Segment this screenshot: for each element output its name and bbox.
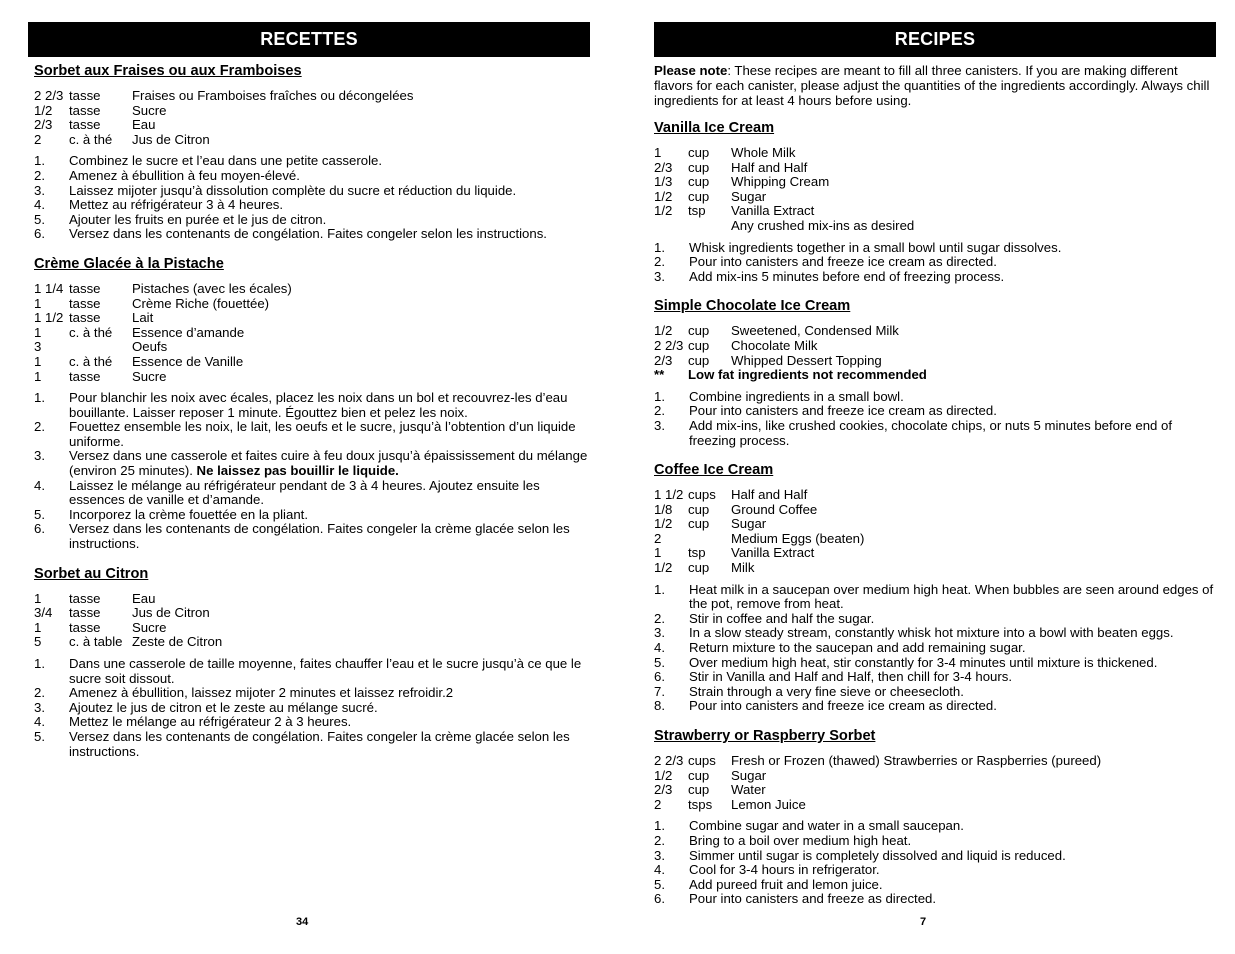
left-page [28,0,590,954]
recipe-title: Sorbet aux Fraises ou aux Framboises [34,63,302,79]
step-item: 5. Versez dans les contenants de congélation. Faites congeler la crème glacée selon les instructions. [34,730,590,759]
ingredient-qty: 1/2 [654,516,673,532]
ingredient-unit: tasse [69,295,101,311]
step-text: Pour into canisters and freeze as directed. [689,891,937,907]
ingredient-qty: 3 [34,339,42,355]
step-item: 5. Incorporez la crème fouettée en la pliant. [34,508,590,523]
recipe-title: Coffee Ice Cream [654,462,774,479]
warning-text: Low fat ingredients not recommended [688,367,927,383]
step-item: 4. Mettez le mélange au réfrigérateur 2 à 3 heures. [34,715,590,730]
right-content [654,63,1216,921]
ingredient-row [654,190,1216,205]
ingredient-list [34,89,590,147]
ingredient-row [34,89,590,104]
ingredient-name: Sucre [132,619,167,635]
step-text: Combine ingredients in a small bowl. [689,388,904,404]
step-list [654,583,1216,714]
step-item: 3. Laissez mijoter jusqu’à dissolution complète du sucre et réduction du liquide. [34,184,590,199]
page-number: 7 [920,916,927,928]
ingredient-qty: 1 [34,619,42,635]
ingredient-qty: 1/2 [654,203,673,219]
ingredient-unit: c. à thé [69,131,113,147]
step-item: 5. Add pureed fruit and lemon juice. [654,878,1216,893]
ingredient-row [654,161,1216,176]
page-number: 34 [296,916,309,928]
step-item: 2. Amenez à ébullition à feu moyen-élevé. [34,169,590,184]
right-page [654,0,1216,954]
ingredient-row [654,488,1216,503]
ingredient-qty: 1 [34,368,42,384]
ingredient-unit: tasse [69,605,101,621]
note-text: : These recipes are meant to fill all three canisters. If you are making different flavors for each canister, please adjust the quantities of the ingredients accordingly. Always chill ingredients for at least 4 hours before using. [654,63,1210,108]
note-label: Please note [654,63,728,78]
ingredient-unit: cups [688,487,716,503]
ingredient-row [654,561,1216,576]
step-text: Dans une casserole de taille moyenne, faites chauffer l’eau et le sucre jusqu’à ce que le sucre soit dissout. [69,656,582,686]
step-item: 3. Add mix-ins, like crushed cookies, chocolate chips, or nuts 5 minutes before end of freezing process. [654,419,1216,448]
ingredient-row [34,370,590,385]
recipe-title: Simple Chocolate Ice Cream [654,298,851,315]
ingredient-name: Whole Milk [731,145,796,160]
ingredient-row [654,503,1216,518]
step-item: 6. Versez dans les contenants de congélation. Faites congeler la crème glacée selon les instructions. [34,522,590,551]
ingredient-unit: cup [688,145,710,160]
step-item: 3. Simmer until sugar is completely dissolved and liquid is reduced. [654,849,1216,864]
step-item: 3. Add mix-ins 5 minutes before end of freezing process. [654,270,1216,285]
ingredient-row [34,104,590,119]
step-text: Stir in coffee and half the sugar. [689,610,875,626]
step-text: Combine sugar and water in a small saucepan. [689,818,964,834]
ingredient-name: Oeufs [132,339,168,355]
low-fat-warning [654,368,1216,383]
ingredient-list [34,282,590,384]
step-text: Mettez le mélange au réfrigérateur 2 à 3 heures. [69,714,352,730]
ingredient-row [34,133,590,148]
ingredient-unit: c. à table [69,634,123,650]
ingredient-list [654,488,1216,576]
ingredient-name: Jus de Citron [132,131,210,147]
step-text: Laissez mijoter jusqu’à dissolution complète du sucre et réduction du liquide. [69,182,517,198]
ingredient-qty: 2/3 [34,117,53,133]
step-item: 2. Stir in coffee and half the sugar. [654,612,1216,627]
ingredient-qty: 2 2/3 [654,337,684,353]
step-text: Pour into canisters and freeze ice cream as directed. [689,254,997,270]
warning-mark: ** [654,367,665,383]
ingredient-row [654,354,1216,369]
ingredient-row [654,798,1216,813]
step-item: 4. Return mixture to the saucepan and add remaining sugar. [654,641,1216,656]
ingredient-name: Vanilla Extract [731,203,815,219]
ingredient-row [34,118,590,133]
step-item: 1. Combine ingredients in a small bowl. [654,390,1216,405]
ingredient-qty: 1/2 [34,102,53,118]
ingredient-unit: cup [688,323,710,339]
step-text: Stir in Vanilla and Half and Half, then chill for 3-4 hours. [689,669,1013,685]
step-item: 6. Pour into canisters and freeze as directed. [654,892,1216,907]
ingredient-unit: tsp [688,545,706,561]
ingredient-unit: tasse [69,280,101,296]
step-text: Return mixture to the saucepan and add remaining sugar. [689,640,1026,656]
ingredient-qty: 2/3 [654,782,673,798]
ingredient-qty: 2 2/3 [34,88,64,103]
step-text: Mettez au réfrigérateur 3 à 4 heures. [69,197,284,213]
step-item: 1. Dans une casserole de taille moyenne, faites chauffer l’eau et le sucre jusqu’à ce que le sucre soit dissout. [34,657,590,686]
step-text: Incorporez la crème fouettée en la pliant. [69,506,308,522]
ingredient-name: Half and Half [731,159,808,175]
ingredient-row [654,754,1216,769]
step-text: Pour blanchir les noix avec écales, placez les noix dans un bol et recouvrez-les d’eau bouillante. Laisser reposer 1 minute. Égouttez bien et pelez les noix. [69,390,568,420]
step-text: Versez dans les contenants de congélation. Faites congeler la crème glacée selon les instructions. [69,521,570,552]
ingredient-unit: cup [688,560,710,576]
please-note [654,63,1216,108]
ingredient-row [34,326,590,341]
ingredient-row [654,324,1216,339]
step-text: Versez dans les contenants de congélation. Faites congeler la crème glacée selon les instructions. [69,728,570,759]
ingredient-list [654,324,1216,382]
ingredient-name: Ground Coffee [731,501,818,517]
step-item: 1. Pour blanchir les noix avec écales, placez les noix dans un bol et recouvrez-les d’eau bouillante. Laisser reposer 1 minute. Égouttez bien et pelez les noix. [34,391,590,420]
ingredient-row [654,783,1216,798]
ingredient-name: Eau [132,117,156,133]
step-text: In a slow steady stream, constantly whisk hot mixture into a bowl with beaten eggs. [689,625,1174,641]
step-item: 2. Amenez à ébullition, laissez mijoter 2 minutes et laissez refroidir.2 [34,686,590,701]
ingredient-row [34,621,590,636]
ingredient-unit: tasse [69,117,101,133]
ingredient-name: Essence d’amande [132,324,245,340]
ingredient-unit: cup [688,501,710,517]
step-item: 1. Combinez le sucre et l’eau dans une petite casserole. [34,154,590,169]
ingredient-unit: tasse [69,310,101,326]
step-item: 6. Versez dans les contenants de congélation. Faites congeler selon les instructions. [34,227,590,242]
step-text: Combinez le sucre et l’eau dans une petite casserole. [69,153,383,169]
ingredient-row [34,311,590,326]
ingredient-unit: cup [688,159,710,175]
step-text: Over medium high heat, stir constantly for 3-4 minutes until mixture is thickened. [689,654,1158,670]
step-text: Pour into canisters and freeze ice cream as directed. [689,403,997,419]
ingredient-qty [654,219,688,234]
ingredient-name: Jus de Citron [132,605,210,621]
step-text: Ajouter les fruits en purée et le jus de citron. [69,211,327,227]
ingredient-qty: 1 1/2 [34,310,64,326]
ingredient-name: Vanilla Extract [731,545,815,561]
ingredient-name: Sugar [731,516,767,532]
ingredient-unit: cup [688,188,710,204]
ingredient-unit [69,340,132,355]
ingredient-qty: 2 [654,530,662,546]
step-item: 2. Pour into canisters and freeze ice cream as directed. [654,404,1216,419]
ingredient-name: Pistaches (avec les écales) [132,280,292,296]
step-text: Simmer until sugar is completely dissolved and liquid is reduced. [689,847,1066,863]
step-list [34,657,590,759]
ingredient-unit: tasse [69,619,101,635]
ingredient-name: Fresh or Frozen (thawed) Strawberries or Raspberries (pureed) [731,753,1102,768]
ingredient-unit: tsp [688,203,706,219]
step-list [34,154,590,242]
ingredient-unit: cup [688,782,710,798]
ingredient-row [654,175,1216,190]
step-text: Add mix-ins, like crushed cookies, chocolate chips, or nuts 5 minutes before end of freezing process. [689,417,1173,448]
step-item: 1. Combine sugar and water in a small saucepan. [654,819,1216,834]
step-item: 4. Laissez le mélange au réfrigérateur pendant de 3 à 4 heures. Ajoutez ensuite les essences de vanille et d’amande. [34,479,590,508]
ingredient-row [34,592,590,607]
ingredient-qty: 2/3 [654,352,673,368]
recipe-section [34,566,590,760]
recipe-section [654,120,1216,284]
ingredient-row [34,282,590,297]
ingredient-name: Sugar [731,188,767,204]
ingredient-unit: c. à thé [69,324,113,340]
ingredient-qty: 1 1/4 [34,280,64,296]
step-text: Add pureed fruit and lemon juice. [689,876,883,892]
ingredient-unit: cup [688,174,710,190]
recipe-title: Sorbet au Citron [34,565,149,582]
step-text: Add mix-ins 5 minutes before end of freezing process. [689,268,1005,284]
ingredient-unit [688,219,731,234]
ingredient-row [654,339,1216,354]
ingredient-name: Sugar [731,767,767,783]
ingredient-row [34,606,590,621]
step-text: Fouettez ensemble les noix, le lait, les oeufs et le sucre, jusqu’à l’obtention d’un liquide uniforme. [69,419,576,449]
step-item: 3. Ajoutez le jus de citron et le zeste au mélange sucré. [34,701,590,716]
step-list [654,819,1216,907]
step-text: Pour into canisters and freeze ice cream as directed. [689,698,997,714]
recipe-section [654,462,1216,714]
ingredient-name: Sucre [132,368,167,384]
ingredient-unit: tasse [69,368,101,384]
step-item: 3. Versez dans une casserole et faites cuire à feu doux jusqu’à épaississement du mélange (environ 25 minutes). Ne laissez pas bouillir le liquide. [34,449,590,478]
ingredient-row [654,532,1216,547]
ingredient-row [34,297,590,312]
ingredient-name: Medium Eggs (beaten) [731,530,865,546]
step-list [654,390,1216,448]
ingredient-qty: 1 [654,545,662,561]
ingredient-unit: cup [688,352,710,368]
ingredient-qty: 1 [34,295,42,311]
ingredient-unit: cup [688,767,710,783]
ingredient-name: Lait [132,310,154,326]
step-text-main: Versez dans une casserole et faites cuire à feu doux jusqu’à épaississement du mélange (environ 25 minutes). [69,448,588,479]
ingredient-qty: 1/2 [654,323,673,339]
recipe-title: Crème Glacée à la Pistache [34,255,224,272]
ingredient-name: Whipped Dessert Topping [731,352,882,368]
ingredient-name: Any crushed mix-ins as desired [731,217,915,233]
ingredient-unit: tasse [69,102,101,118]
ingredient-unit [688,532,731,547]
ingredient-list [654,754,1216,812]
ingredient-row [654,204,1216,219]
ingredient-qty: 1 1/2 [654,487,684,503]
recipe-section [654,298,1216,448]
ingredient-list [34,592,590,650]
ingredient-row [34,340,590,355]
step-text: Laissez le mélange au réfrigérateur pendant de 3 à 4 heures. Ajoutez ensuite les essences de vanille et d’amande. [69,477,540,508]
ingredient-name: Half and Half [731,487,808,503]
ingredient-name: Crème Riche (fouettée) [132,295,270,311]
step-item: 7. Strain through a very fine sieve or cheesecloth. [654,685,1216,700]
ingredient-qty: 1 [34,353,42,369]
ingredient-qty: 5 [34,634,42,650]
ingredient-qty: 1/3 [654,174,673,190]
step-list [654,241,1216,285]
ingredient-unit: c. à thé [69,353,113,369]
ingredient-qty: 2/3 [654,159,673,175]
step-item: 5. Over medium high heat, stir constantly for 3-4 minutes until mixture is thickened. [654,656,1216,671]
ingredient-name: Lemon Juice [731,796,806,812]
ingredient-unit: tasse [69,88,101,103]
step-text [69,449,590,478]
step-item: 3. In a slow steady stream, constantly whisk hot mixture into a bowl with beaten eggs. [654,626,1216,641]
step-text: Bring to a boil over medium high heat. [689,832,912,848]
recipe-section [34,63,590,242]
ingredient-row [654,769,1216,784]
step-item: 2. Bring to a boil over medium high heat. [654,834,1216,849]
ingredient-unit: cup [688,516,710,532]
step-text: Whisk ingredients together in a small bowl until sugar dissolves. [689,239,1062,255]
ingredient-qty: 3/4 [34,605,53,621]
ingredient-name: Eau [132,590,156,606]
step-warning-bold: Ne laissez pas bouillir le liquide. [196,463,399,479]
recipe-title: Strawberry or Raspberry Sorbet [654,728,876,744]
step-text: Amenez à ébullition, laissez mijoter 2 minutes et laissez refroidir.2 [69,685,454,701]
ingredient-qty: 1 [34,590,42,606]
ingredient-qty: 1 [654,145,662,160]
step-text: Ajoutez le jus de citron et le zeste au mélange sucré. [69,699,378,715]
ingredient-qty: 1/2 [654,767,673,783]
ingredient-name: Essence de Vanille [132,353,244,369]
ingredient-qty: 2 [654,796,662,812]
step-item: 4. Cool for 3-4 hours in refrigerator. [654,863,1216,878]
ingredient-qty: 2 2/3 [654,753,684,768]
ingredient-name: Sucre [132,102,167,118]
step-text: Strain through a very fine sieve or cheesecloth. [689,683,964,699]
recipe-section [654,728,1216,907]
ingredient-unit: tsps [688,796,713,812]
step-text: Heat milk in a saucepan over medium high heat. When bubbles are seen around edges of the pot, remove from heat. [689,581,1214,612]
step-text: Versez dans les contenants de congélation. Faites congeler selon les instructions. [69,226,547,242]
recipe-section [34,256,590,552]
ingredient-qty: 1/2 [654,560,673,576]
step-text: Cool for 3-4 hours in refrigerator. [689,862,880,878]
ingredient-qty: 1/2 [654,188,673,204]
ingredient-row [654,146,1216,161]
ingredient-name: Water [731,782,766,798]
ingredient-list [654,146,1216,234]
page-banner: RECIPES [654,22,1216,57]
ingredient-row [654,546,1216,561]
step-item: 2. Fouettez ensemble les noix, le lait, les oeufs et le sucre, jusqu’à l’obtention d’un liquide uniforme. [34,420,590,449]
recipe-title: Vanilla Ice Cream [654,120,775,136]
step-item: 1. Heat milk in a saucepan over medium high heat. When bubbles are seen around edges of the pot, remove from heat. [654,583,1216,612]
ingredient-name: Whipping Cream [731,174,830,190]
step-item: 5. Ajouter les fruits en purée et le jus de citron. [34,213,590,228]
ingredient-qty: 1/8 [654,501,673,517]
ingredient-name: Milk [731,560,755,576]
step-item: 6. Stir in Vanilla and Half and Half, then chill for 3-4 hours. [654,670,1216,685]
step-item: 1. Whisk ingredients together in a small bowl until sugar dissolves. [654,241,1216,256]
step-list [34,391,590,552]
ingredient-unit: cup [688,337,710,353]
left-content [34,63,590,773]
step-item: 2. Pour into canisters and freeze ice cream as directed. [654,255,1216,270]
ingredient-name: Sweetened, Condensed Milk [731,323,899,339]
step-item: 8. Pour into canisters and freeze ice cream as directed. [654,699,1216,714]
ingredient-name: Fraises ou Framboises fraîches ou décongelées [132,88,414,103]
ingredient-qty: 2 [34,131,42,147]
ingredient-unit: tasse [69,590,101,606]
ingredient-unit: cups [688,753,716,768]
page-banner: RECETTES [28,22,590,57]
ingredient-qty: 1 [34,324,42,340]
step-item: 4. Mettez au réfrigérateur 3 à 4 heures. [34,198,590,213]
ingredient-row [34,635,590,650]
step-text: Amenez à ébullition à feu moyen-élevé. [69,167,300,183]
ingredient-name: Zeste de Citron [132,634,223,650]
ingredient-name: Chocolate Milk [731,337,818,353]
ingredient-row [654,517,1216,532]
ingredient-row [34,355,590,370]
ingredient-row [654,219,1216,234]
